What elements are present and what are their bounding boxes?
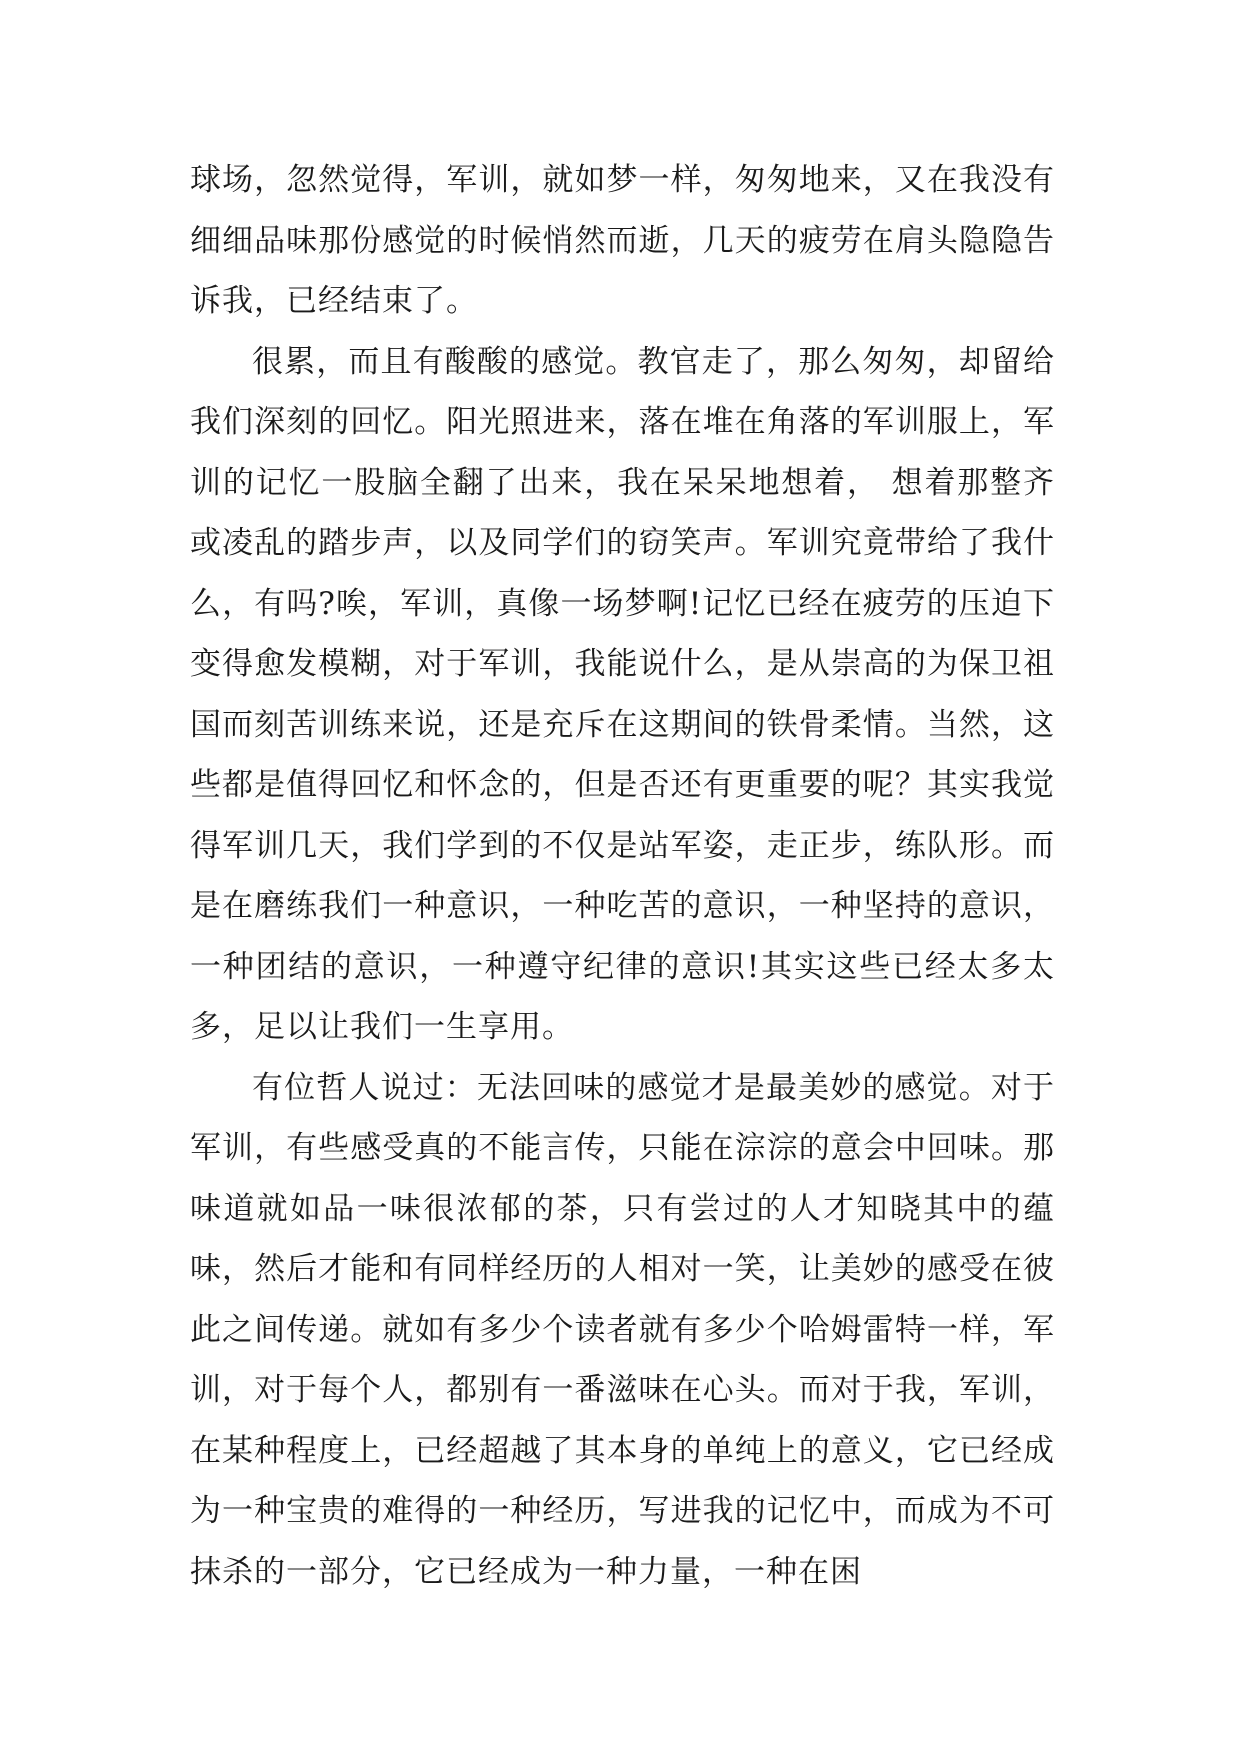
paragraph-philosopher-quote: 有位哲人说过：无法回味的感觉才是最美妙的感觉。对于军训，有些感受真的不能言传，只能在淙淙的意会中回味。那味道就如品一味很浓郁的茶，只有尝过的人才知晓其中的蕴味，然后才能和有同样经历的人相对一笑，让美妙的感受在彼此之间传递。就如有多少个读者就有多少个哈姆雷特一样，军训，对于每个人，都别有一番滋味在心头。而对于我，军训，在某种程度上，已经超越了其本身的单纯上的意义，它已经成为一种宝贵的难得的一种经历，写进我的记忆中，而成为不可抹杀的一部分，它已经成为一种力量，一种在困 (190, 1069, 1055, 1590)
paragraph-continuation: 球场，忽然觉得，军训，就如梦一样，匆匆地来，又在我没有细细品味那份感觉的时候悄然而逝，几天的疲劳在肩头隐隐告诉我，已经结束了。 (190, 162, 1055, 319)
document-page (190, 150, 1055, 1602)
paragraph-military-training-reflection: 很累，而且有酸酸的感觉。教官走了，那么匆匆，却留给我们深刻的回忆。阳光照进来，落在堆在角落的军训服上，军训的记忆一股脑全翻了出来，我在呆呆地想着， 想着那整齐或凌乱的踏步声，以及同学们的窃笑声。军训究竟带给了我什么，有吗?唉，军训，真像一场梦啊!记忆已经在疲劳的压迫下变得愈发模糊，对于军训，我能说什么，是从崇高的为保卫祖国而刻苦训练来说，还是充斥在这期间的铁骨柔情。当然，这些都是值得回忆和怀念的，但是否还有更重要的呢？其实我觉得军训几天，我们学到的不仅是站军姿，走正步，练队形。而是在磨练我们一种意识，一种吃苦的意识，一种坚持的意识，一种团结的意识，一种遵守纪律的意识!其实这些已经太多太多，足以让我们一生享用。 (190, 343, 1055, 1045)
